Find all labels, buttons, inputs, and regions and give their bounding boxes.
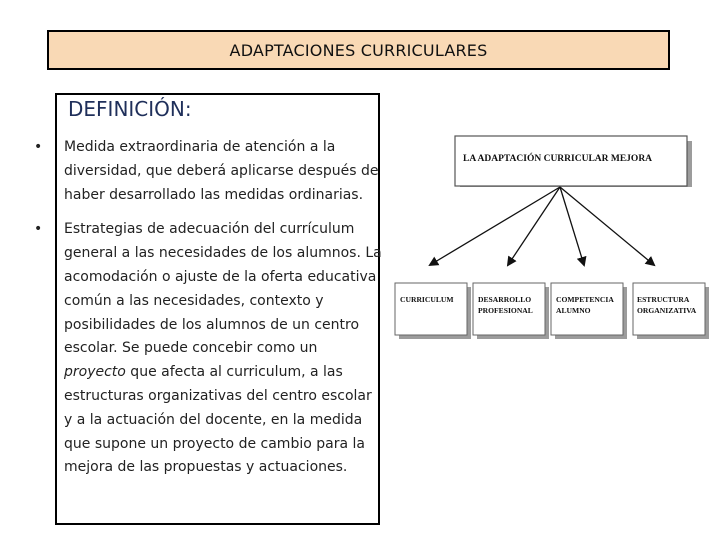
box-competencia	[551, 283, 627, 339]
arrow-to-desarrollo	[508, 187, 560, 265]
definition-text-2b: que afecta al curriculum, a las estructuras organizativas del centro escolar y a la actuación del docente, en la medida que supone un proyecto de cambio para la mejora de las propuestas y actuaciones.	[64, 364, 372, 476]
box-competencia-line2: ALUMNO	[556, 306, 591, 315]
definition-list	[30, 136, 382, 480]
list-item	[30, 218, 382, 480]
page-title: ADAPTACIONES CURRICULARES	[229, 40, 488, 60]
box-curriculum	[395, 283, 471, 339]
title-banner	[47, 30, 670, 70]
adaptation-diagram	[388, 130, 718, 350]
box-desarrollo	[473, 283, 549, 339]
connector-arrows	[430, 187, 654, 265]
bullet-icon: •	[34, 221, 43, 238]
box-estructura-line2: ORGANIZATIVA	[637, 306, 697, 315]
box-desarrollo-line1: DESARROLLO	[478, 295, 532, 304]
top-box-label: LA ADAPTACIÓN CURRICULAR MEJORA	[463, 154, 653, 164]
box-estructura	[633, 283, 709, 339]
box-competencia-line1: COMPETENCIA	[556, 295, 614, 304]
definition-emphasis: proyecto	[64, 364, 126, 381]
top-box	[455, 136, 692, 187]
definition-text-2a: Estrategias de adecuación del currículum general a las necesidades de los alumnos. La acomodación o ajuste de la oferta educativa común a las necesidades, contexto y posibilidades de los alumnos de un centro escolar. Se puede concebir como un	[64, 221, 382, 357]
list-item	[30, 136, 382, 207]
arrow-to-curriculum	[430, 187, 560, 265]
bullet-icon: •	[34, 139, 43, 155]
box-desarrollo-line2: PROFESIONAL	[478, 306, 533, 315]
definition-text-1: Medida extraordinaria de atención a la diversidad, que deberá aplicarse después de haber desarrollado las medidas ordinarias.	[64, 139, 379, 203]
arrow-to-competencia	[560, 187, 584, 265]
definition-heading: DEFINICIÓN:	[68, 97, 192, 121]
box-estructura-line1: ESTRUCTURA	[637, 295, 690, 304]
box-curriculum-line1: CURRICULUM	[400, 295, 454, 304]
arrow-to-estructura	[560, 187, 654, 265]
